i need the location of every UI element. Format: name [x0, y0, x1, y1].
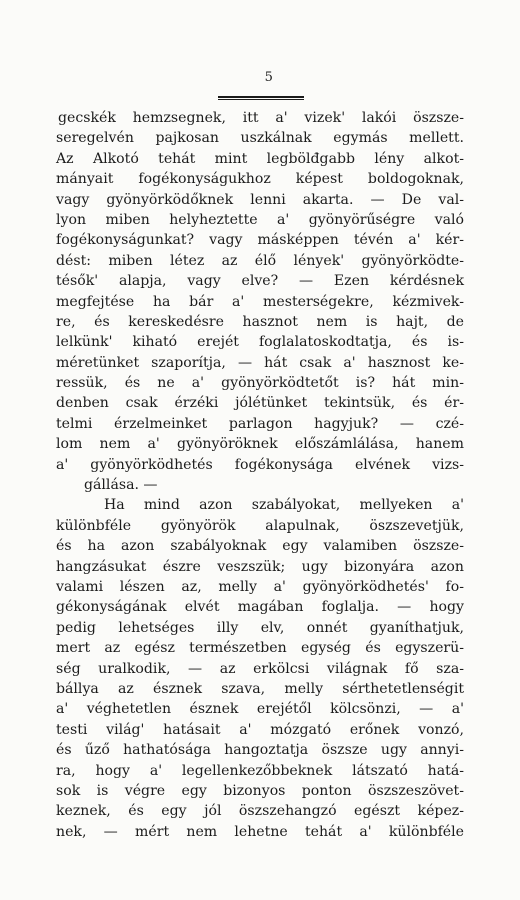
text-line: megfejtése ha bár a' mesterségekre, kézmivek-	[56, 293, 464, 310]
text-line: nek, — mért nem lehetne tehát a' különbféle	[56, 823, 464, 840]
text-line: denben csak érzéki jólétünket tekintsük, és ér-	[56, 395, 464, 412]
text-line: a' véghetetlen észnek erejétől kölcsönzi, — a'	[56, 701, 464, 718]
text-line: re, és kereskedésre hasznot nem is hajt, de	[56, 313, 464, 330]
text-line: fogékonyságunkat? vagy másképpen tévén a' kér-	[56, 232, 464, 249]
text-line: telmi érzelmeinket parlagon hagyjuk? — czé-	[56, 415, 464, 432]
text-line: ra, hogy a' legellenkezőbbeknek látszató hatá-	[56, 762, 464, 779]
text-line: valami lészen az, melly a' gyönyörködhetés' fo-	[56, 578, 464, 595]
header-rule	[218, 96, 304, 100]
text-line: keznek, és egy jól öszszehangzó egészt képez-	[56, 803, 464, 820]
text-line: lyon miben helyheztette a' gyönyörűségre való	[56, 211, 464, 228]
page-number: 5	[264, 70, 274, 85]
text-line: különbféle gyönyörök alapulnak, öszszevetjük,	[56, 517, 464, 534]
text-line: lom nem a' gyönyöröknek előszámlálása, hanem	[56, 436, 464, 453]
text-line: méretünket szaporítja, — hát csak a' hasznost ke-	[56, 354, 464, 371]
text-line: bállya az észnek szava, melly sérthetetlenségit	[56, 680, 464, 697]
text-line: és űző hathatósága hangoztatja öszsze ugy annyi-	[56, 742, 464, 759]
text-line: mert az egész természetben egység és egyszerü-	[56, 640, 464, 657]
text-line: pedig lehetséges illy elv, onnét gyaníthatjuk,	[56, 619, 464, 636]
text-line: dést: miben létez az élő lények' gyönyörködte-	[56, 252, 464, 269]
text-line: lelkünk' kiható erejét foglalatoskodtatja, és is-	[56, 334, 464, 351]
text-line: gecskék hemzsegnek, itt a' vizek' lakói öszsze-	[58, 110, 464, 126]
text-line: mányait fogékonyságukhoz képest boldogoknak,	[56, 171, 464, 188]
text-line: Az Alkotó tehát mint legbölđgabb lény alkot-	[56, 150, 464, 167]
text-line: tésők' alapja, vagy elve? — Ezen kérdésnek	[56, 273, 464, 290]
text-line: ség uralkodik, — az erkölcsi világnak fő sza-	[56, 660, 464, 677]
text-line: és ha azon szabályoknak egy valamiben öszsze-	[56, 538, 464, 555]
text-line: vagy gyönyörködőknek lenni akarta. — De val-	[56, 191, 464, 208]
text-line: testi világ' hatásait a' mózgató erőnek vonzó,	[56, 721, 464, 738]
text-line: a' gyönyörködhetés fogékonysága elvének vizs-	[56, 456, 464, 473]
text-line: gékonyságának elvét magában foglalja. — hogy	[56, 599, 464, 616]
text-line: ressük, és ne a' gyönyörködtetőt is? hát min-	[56, 375, 464, 392]
paragraph-start-line: Ha mind azon szabályokat, mellyeken a'	[104, 497, 464, 514]
text-line: gállása. —	[84, 477, 158, 494]
text-line: hangzásukat észre veszszük; ugy bizonyára azon	[56, 558, 464, 575]
text-line: sok is végre egy bizonyos ponton öszszeszövet-	[56, 782, 464, 799]
text-line: seregelvén pajkosan uszkálnak egymás mellett.	[56, 130, 464, 147]
body-text	[56, 108, 464, 842]
